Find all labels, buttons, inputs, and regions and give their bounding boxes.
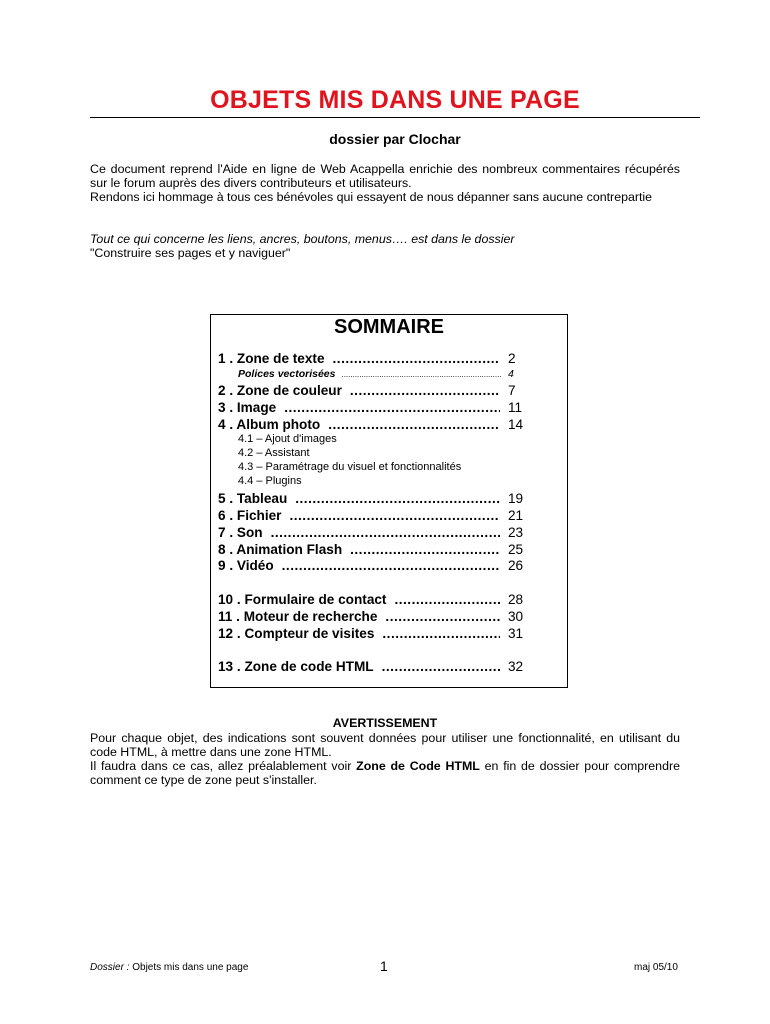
toc-entry-label: 1 . Zone de texte <box>218 351 325 366</box>
title-underline <box>90 117 700 118</box>
footer-page-number: 1 <box>380 958 388 974</box>
toc-entry-label: 13 . Zone de code HTML <box>218 659 374 674</box>
warning-text-after: en fin de dossier pour comprendre comment ce type de zone peut s'installer. <box>90 759 680 787</box>
table-of-contents <box>210 314 568 688</box>
toc-entry-zone-couleur <box>218 383 554 399</box>
toc-entry-label: 3 . Image <box>218 400 277 415</box>
toc-entry-label: 4 . Album photo <box>218 417 321 432</box>
warning-title: AVERTISSEMENT <box>332 716 438 730</box>
toc-entry-page: 28 <box>508 592 524 607</box>
intro-paragraph-1: Ce document reprend l'Aide en ligne de Web Acappella enrichie des nombreux commentaires récupérés sur le forum auprès des divers contributeurs et utilisateurs. <box>90 162 680 190</box>
toc-entry-page: 30 <box>508 609 524 624</box>
toc-sub-parametrage: 4.3 – Paramétrage du visuel et fonctionnalités <box>238 461 462 473</box>
intro-paragraph-3: Tout ce qui concerne les liens, ancres, boutons, menus…. est dans le dossier <box>90 232 515 246</box>
toc-entry-page: 26 <box>508 558 524 573</box>
toc-entry-formulaire-contact <box>218 592 554 608</box>
toc-entry-page: 2 <box>508 351 516 366</box>
intro-paragraph-2: Rendons ici hommage à tous ces bénévoles qui essayent de nous dépanner sans aucune contrepartie <box>90 190 653 204</box>
toc-entry-label: 11 . Moteur de recherche <box>218 609 378 624</box>
toc-entry-label: 8 . Animation Flash <box>218 542 343 557</box>
toc-entry-label: 2 . Zone de couleur <box>218 383 342 398</box>
footer-doc-title: Objets mis dans une page <box>129 962 249 973</box>
toc-entry-page: 14 <box>508 417 524 432</box>
toc-entry-compteur-visites <box>218 626 554 642</box>
toc-title: SOMMAIRE <box>334 316 444 338</box>
warning-link-zone-code-html: Zone de Code HTML <box>356 759 480 773</box>
toc-entry-tableau <box>218 491 554 507</box>
toc-entry-page: 21 <box>508 508 524 523</box>
toc-entry-page: 25 <box>508 542 524 557</box>
toc-entry-album-photo <box>218 417 554 433</box>
toc-entry-zone-code-html <box>218 659 554 675</box>
toc-entry-page: 23 <box>508 525 524 540</box>
intro-paragraph-4: "Construire ses pages et y naviguer" <box>90 246 291 260</box>
toc-sub-label: Polices vectorisées <box>238 368 336 380</box>
footer-doc-name <box>90 962 248 973</box>
footer-label: Dossier : <box>90 962 130 973</box>
toc-entry-video <box>218 558 554 574</box>
toc-entry-fichier <box>218 508 554 524</box>
toc-entry-label: 5 . Tableau <box>218 491 288 506</box>
toc-entry-page: 31 <box>508 626 524 641</box>
toc-entry-son <box>218 525 554 541</box>
toc-entry-page: 32 <box>508 659 524 674</box>
toc-entry-label: 6 . Fichier <box>218 508 282 523</box>
toc-entry-page: 11 <box>508 400 523 415</box>
toc-sub-assistant: 4.2 – Assistant <box>238 447 310 459</box>
document-title: OBJETS MIS DANS UNE PAGE <box>210 86 580 114</box>
footer-update-date: maj 05/10 <box>634 962 678 973</box>
document-subtitle: dossier par Clochar <box>329 131 461 147</box>
toc-entry-label: 10 . Formulaire de contact <box>218 592 387 607</box>
warning-paragraph-1: Pour chaque objet, des indications sont souvent données pour utiliser une fonctionnalité, en utilisant du code HTML, à mettre dans une zone HTML. <box>90 731 680 759</box>
toc-sub-page: 4 <box>508 368 514 380</box>
toc-entry-label: 9 . Vidéo <box>218 558 274 573</box>
toc-entry-page: 19 <box>508 491 524 506</box>
toc-entry-label: 12 . Compteur de visites <box>218 626 375 641</box>
toc-entry-page: 7 <box>508 383 516 398</box>
toc-entry-animation-flash <box>218 542 554 558</box>
toc-entry-moteur-recherche <box>218 609 554 625</box>
toc-sub-plugins: 4.4 – Plugins <box>238 475 302 487</box>
toc-sub-polices-vectorisees <box>238 368 554 380</box>
warning-paragraph-2 <box>90 759 680 787</box>
toc-entry-label: 7 . Son <box>218 525 263 540</box>
warning-text-before: Il faudra dans ce cas, allez préalablement voir <box>90 759 357 773</box>
toc-entry-image <box>218 400 554 416</box>
toc-sub-ajout-images: 4.1 – Ajout d'images <box>238 433 337 445</box>
toc-entry-zone-texte <box>218 351 554 367</box>
